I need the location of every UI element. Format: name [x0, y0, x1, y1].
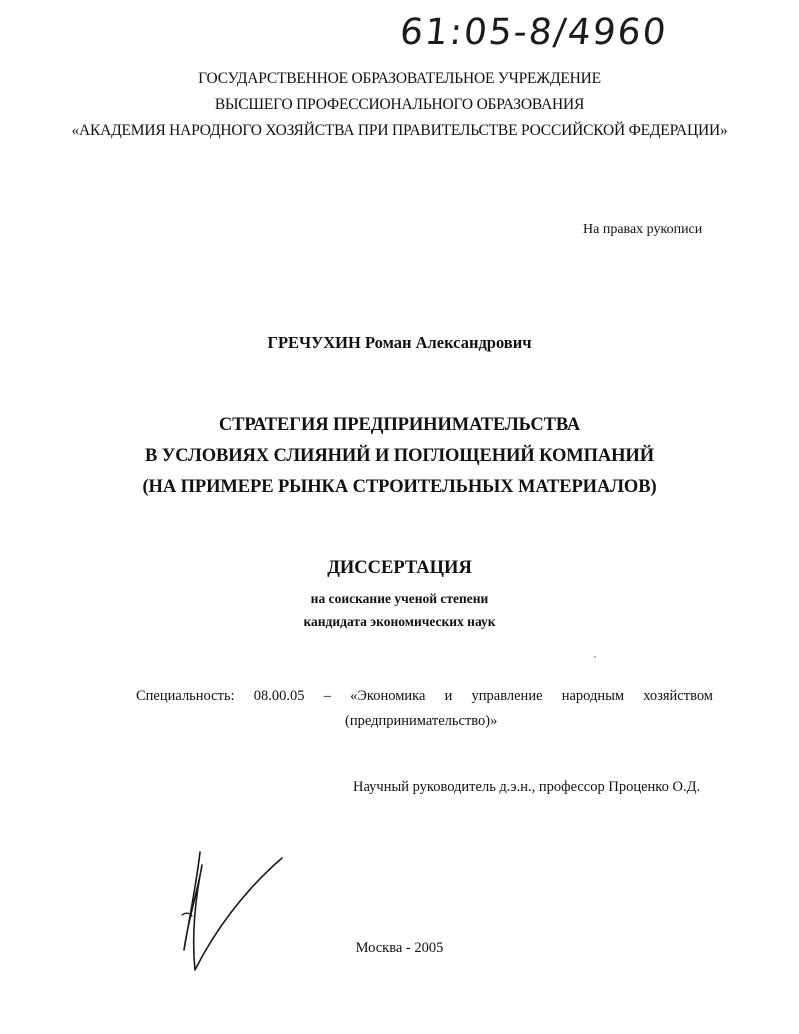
institution-line-3: «АКАДЕМИЯ НАРОДНОГО ХОЗЯЙСТВА ПРИ ПРАВИТЕЛЬСТВЕ РОССИЙСКОЙ ФЕДЕРАЦИИ» [71, 122, 728, 139]
specialty-line [136, 688, 713, 705]
institution-line-1: ГОСУДАРСТВЕННОЕ ОБРАЗОВАТЕЛЬНОЕ УЧРЕЖДЕНИЕ [198, 70, 601, 87]
specialty-word: 08.00.05 [253, 688, 305, 704]
institution-line-2: ВЫСШЕГО ПРОФЕССИОНАЛЬНОГО ОБРАЗОВАНИЯ [214, 96, 585, 113]
title-line-3: (НА ПРИМЕРЕ РЫНКА СТРОИТЕЛЬНЫХ МАТЕРИАЛОВ) [142, 477, 657, 497]
handwritten-archive-mark: 61:05-8/4960 [397, 12, 670, 53]
author-name: ГРЕЧУХИН Роман Александрович [267, 333, 532, 352]
degree-line-1: на соискание ученой степени [310, 591, 489, 606]
manuscript-note: На правах рукописи [583, 222, 703, 237]
specialty-continuation: (предпринимательство)» [345, 713, 498, 729]
specialty-word: управление [471, 688, 543, 704]
degree-line-2: кандидата экономических наук [303, 614, 496, 629]
specialty-word: хозяйством [643, 688, 713, 704]
specialty-word: народным [561, 688, 625, 704]
specialty-word: и [444, 688, 453, 704]
specialty-word: – [323, 688, 331, 704]
scientific-adviser: Научный руководитель д.э.н., профессор Проценко О.Д. [353, 779, 701, 795]
scan-speck [594, 656, 596, 658]
city-year: Москва - 2005 [355, 940, 444, 956]
specialty-word: «Экономика [350, 688, 426, 704]
specialty-word: Специальность: [136, 688, 235, 704]
degree-statement [0, 587, 799, 633]
title-line-2: В УСЛОВИЯХ СЛИЯНИЙ И ПОГЛОЩЕНИЙ КОМПАНИЙ [144, 446, 655, 466]
document-type: ДИССЕРТАЦИЯ [327, 558, 472, 578]
dissertation-title [0, 410, 799, 503]
title-line-1: СТРАТЕГИЯ ПРЕДПРИНИМАТЕЛЬСТВА [218, 415, 581, 435]
